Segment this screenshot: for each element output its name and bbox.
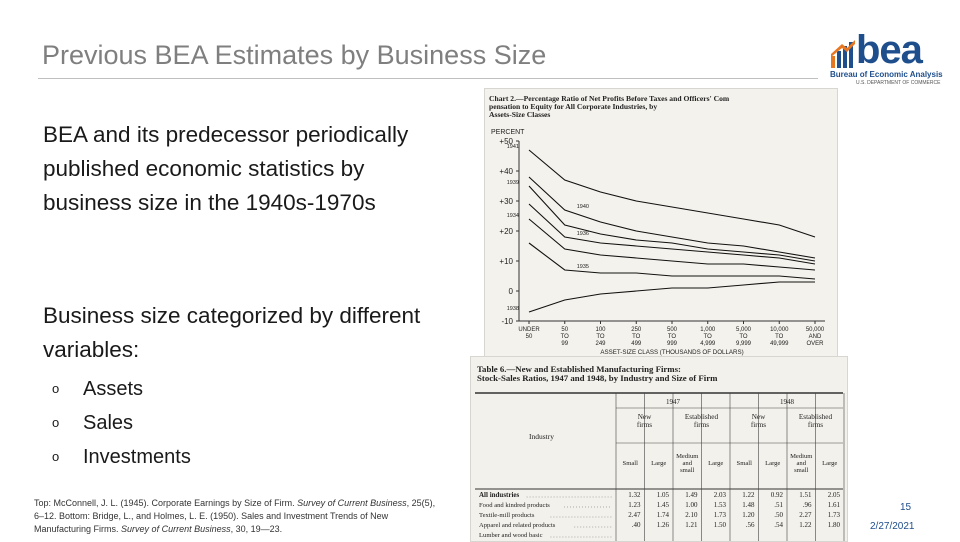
y-tick-label: -10 [501,317,513,326]
table-group-header: Established [798,413,833,421]
citation-journal: Survey of Current Business [297,498,407,508]
table-cell: 1.50 [713,521,726,529]
bea-logo-bars-icon [830,40,856,68]
bullet-marker: o [52,449,60,464]
table-group-header: firms [636,421,653,429]
table-cell: .96 [802,501,812,509]
series-label: 1934 [506,213,519,219]
table-year-header: 1947 [666,398,680,406]
chart-title-line: pensation to Equity for All Corporate Industries, by [489,102,658,111]
x-tick-label: OVER [806,341,824,347]
table-size-header: and [796,460,807,467]
historical-line-chart [485,89,837,357]
table-cell: 1.74 [656,511,669,519]
table-row-label: Lumber and wood basic [479,532,543,539]
table-cell: 1.21 [685,521,698,529]
series-label: 1939 [506,180,519,186]
x-tick-label: 1,000 [700,327,716,333]
table-cell: 2.03 [713,491,726,499]
x-tick-label: UNDER [518,327,540,333]
table-cell: 1.20 [742,511,755,519]
table-cell: 2.10 [685,511,698,519]
table-grid [475,393,844,541]
series-line [529,282,815,312]
chart-title [489,94,731,119]
table-title-line: Table 6.—New and Established Manufacturing Firms: [477,364,681,374]
x-tick-label: 5,000 [735,327,752,333]
table-row-header: Industry [529,432,554,441]
table-cell: 1.45 [656,501,669,509]
citation-text: , 30, 19—23. [230,524,283,534]
table-cell: 1.26 [656,521,669,529]
bullet-marker: o [52,381,60,396]
table-group-header: firms [693,421,710,429]
chart-plot-area [499,137,825,356]
table-group-header: firms [750,421,767,429]
table-cell: 0.92 [770,491,783,499]
series-line [529,204,815,264]
citation-text: Top: McConnell, J. L. (1945). Corporate Earnings by Size of Firm. [34,498,295,508]
x-tick-label: 50,000 [805,327,825,333]
table-cell: 1.23 [628,501,641,509]
series-label: 1940 [576,204,589,210]
historical-chart-image [484,88,838,358]
x-axis-label: ASSET-SIZE CLASS (THOUSANDS OF DOLLARS) [600,349,744,356]
table-size-header: Large [651,460,667,467]
list-item [52,372,191,406]
logo-department: U.S. DEPARTMENT OF COMMERCE [856,80,941,86]
x-tick-label: 10,000 [770,327,789,333]
series-line [529,177,815,258]
x-tick-label: TO [739,334,748,340]
table-title [477,364,718,383]
series-label: 1936 [576,231,589,237]
table-cell: .50 [774,511,783,519]
y-axis-label: PERCENT [491,129,525,136]
table-cell: 2.05 [827,491,840,499]
x-tick-label: 500 [666,327,678,333]
table-size-header: small [680,467,695,474]
table-cell: .40 [631,521,641,529]
slide-date: 2/27/2021 [870,521,915,532]
table-cell: 1.00 [685,501,698,509]
x-tick-label: 50 [561,327,569,333]
table-cell: 2.47 [628,511,641,519]
table-row-label: Textile-mill products [479,512,535,519]
x-tick-label: 100 [595,327,606,333]
x-tick-label: 249 [595,341,606,347]
y-tick-label: +20 [499,227,513,236]
table-cell: .56 [745,521,755,529]
x-tick-label: TO [632,334,641,340]
table-size-header: small [794,467,809,474]
table-row-label: All industries [479,491,520,499]
x-tick-label: 49,999 [770,341,789,347]
list-item-label: Assets [83,378,144,400]
table-year-header: 1948 [780,398,794,406]
list-item-label: Sales [83,412,134,434]
series-label: 1941 [506,144,519,150]
x-tick-label: 99 [561,341,569,347]
series-label: 1938 [506,306,519,312]
table-cell: 1.48 [742,501,755,509]
table-size-header: and [682,460,693,467]
bea-logo [826,28,943,92]
y-tick-label: +30 [499,197,513,206]
y-tick-label: +50 [499,137,513,146]
table-cell: 1.61 [827,501,840,509]
table-row-label: Food and kindred products [479,502,550,509]
chart-title-line: Chart 2.—Percentage Ratio of Net Profits Before Taxes and Officers' Com [489,94,730,103]
variables-list [52,372,191,474]
table-cell: 1.49 [685,491,698,499]
table-cell: 1.53 [713,501,726,509]
table-size-header: Large [708,460,724,467]
table-cell: 1.73 [827,511,840,519]
x-tick-label: 999 [666,341,678,347]
historical-table [471,357,847,541]
x-tick-label: TO [560,334,569,340]
y-tick-label: +10 [499,257,513,266]
table-size-header: Large [765,460,781,467]
table-cell: 1.22 [799,521,812,529]
page-number: 15 [900,502,912,513]
table-cell: 1.05 [656,491,669,499]
table-size-header: Large [822,460,838,467]
table-cell: .54 [774,521,783,529]
list-item [52,406,191,440]
table-cell: 2.27 [799,511,812,519]
x-tick-label: TO [596,334,605,340]
list-item-label: Investments [83,446,191,468]
table-group-header: New [637,413,652,421]
x-tick-label: 4,999 [700,341,716,347]
table-cell: 1.80 [827,521,840,529]
table-cell: 1.51 [799,491,812,499]
table-cell: 1.73 [713,511,726,519]
table-group-header: firms [807,421,824,429]
y-tick-label: 0 [508,287,513,296]
table-size-header: Small [736,460,752,467]
slide-title: Previous BEA Estimates by Business Size [42,40,547,70]
citation-journal: Survey of Current Business [121,524,231,534]
logo-subtitle: Bureau of Economic Analysis [830,70,943,79]
x-tick-label: TO [703,334,712,340]
table-size-header: Medium [790,453,813,460]
series-label: 1935 [576,264,589,270]
logo-wordmark: bea [856,28,922,72]
table-cell: 1.22 [742,491,755,499]
chart-title-line: Assets-Size Classes [489,110,551,119]
categories-paragraph: Business size categorized by different variables: [43,303,421,362]
table-group-header: Established [684,413,719,421]
x-tick-label: AND [808,334,822,340]
x-tick-label: 250 [631,327,642,333]
table-title-line: Stock-Sales Ratios, 1947 and 1948, by Industry and Size of Firm [477,373,718,383]
table-size-header: Small [622,460,638,467]
x-tick-label: TO [667,334,677,340]
source-citation [34,497,444,536]
title-divider [38,78,818,79]
y-tick-label: +40 [499,167,513,176]
citation-text: , 25(5), 6–12. Bottom: Bridge, L., and Holmes, L. E. (1950). Sales and Investment Trends of New Manufacturing Firms. [34,498,436,534]
table-group-header: New [751,413,766,421]
table-row-label: Apparel and related products [479,522,556,529]
table-cell: 1.32 [628,491,641,499]
table-cell: .51 [774,501,783,509]
historical-table-image [470,356,848,542]
bullet-marker: o [52,415,60,430]
table-size-header: Medium [676,453,699,460]
x-tick-label: TO [775,334,784,340]
list-item [52,440,191,474]
intro-paragraph: BEA and its predecessor periodically published economic statistics by business size in the 1940s-1970s [43,122,409,215]
x-tick-label: 499 [631,341,642,347]
series-line [529,150,815,237]
x-tick-label: 50 [525,334,533,340]
x-tick-label: 9,999 [735,341,752,347]
